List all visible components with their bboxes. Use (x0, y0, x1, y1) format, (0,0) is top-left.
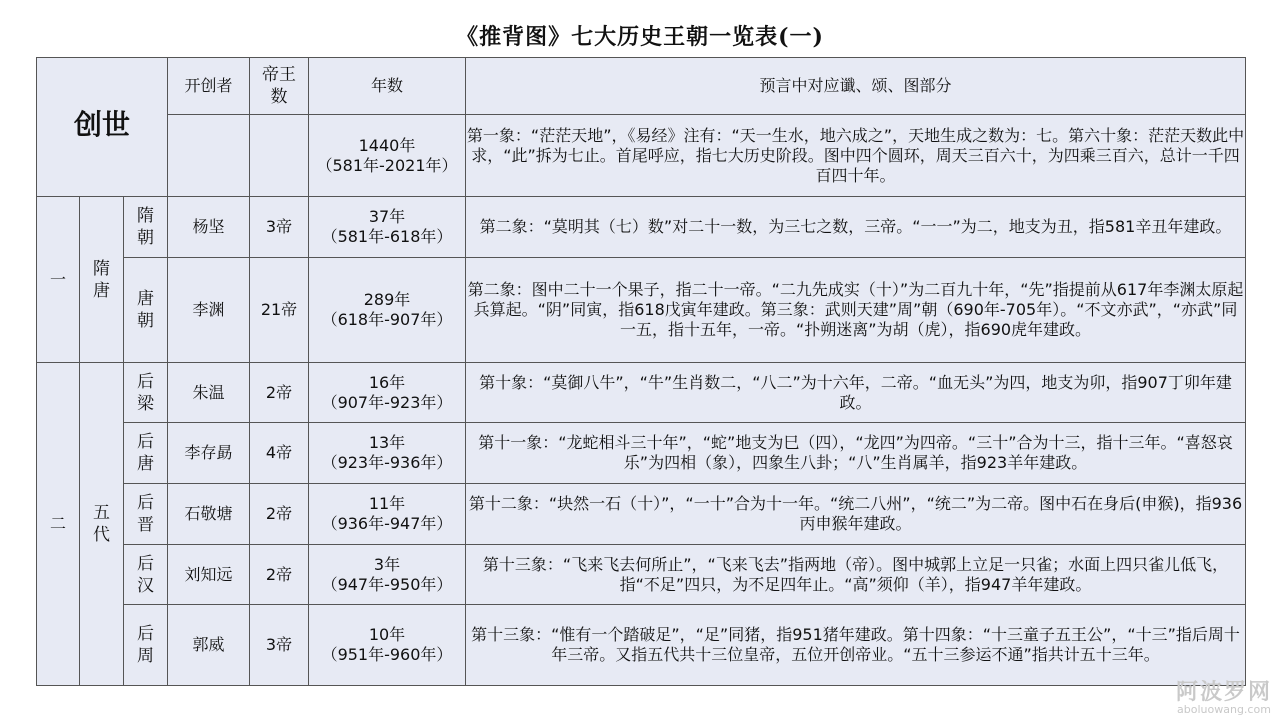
col-prophecy-header: 预言中对应谶、颂、图部分 (466, 58, 1246, 115)
creation-prophecy: 第一象：“茫茫天地”，《易经》注有：“天一生水，地六成之”，天地生成之数为：七。第六十象：茫茫天数此中求，“此”拆为七止。首尾呼应，指七大历史阶段。图中四个圆环，周天三百六十，为四乘三百六，总计一千四百四十年。 (466, 115, 1246, 197)
page-title: 《推背图》七大历史王朝一览表(一) (456, 24, 824, 50)
group-index: 一 (37, 197, 80, 363)
emperors: 4帝 (250, 423, 309, 484)
watermark-logo: 阿波罗网 (1175, 680, 1272, 705)
prophecy: 第十一象：“龙蛇相斗三十年”，“蛇”地支为巳（四），“龙四”为四帝。“三十”合为十三，指十三年。“喜怒哀乐”为四相（象），四象生八卦；“八”生肖属羊，指923羊年建政。 (466, 423, 1246, 484)
years: 289年 （618年-907年） (309, 258, 466, 363)
years: 13年 （923年-936年） (309, 423, 466, 484)
group-period: 隋唐 (80, 197, 124, 363)
table-row (37, 484, 1246, 545)
creation-row (37, 115, 1246, 197)
table-row (37, 605, 1246, 686)
emperors: 3帝 (250, 605, 309, 686)
founder: 刘知远 (168, 545, 250, 605)
watermark (1176, 682, 1272, 716)
founder: 郭威 (168, 605, 250, 686)
years: 16年 （907年-923年） (309, 363, 466, 423)
col-founder-header: 开创者 (168, 58, 250, 115)
dynasty-name: 后梁 (124, 363, 168, 423)
group-index: 二 (37, 363, 80, 686)
group-period: 五代 (80, 363, 124, 686)
prophecy: 第十二象：“块然一石（十）”，“一十”合为十一年。“统二八州”，“统二”为二帝。图中石在身后(申猴)，指936丙申猴年建政。 (466, 484, 1246, 545)
era-label: 创世 (73, 108, 130, 141)
years: 10年 （951年-960年） (309, 605, 466, 686)
dynasty-name: 唐朝 (124, 258, 168, 363)
table-row (37, 258, 1246, 363)
prophecy: 第二象：图中二十一个果子，指二十一帝。“二九先成实（十）”为二百九十年，“先”指提前从617年李渊太原起兵算起。“阴”同寅，指618戊寅年建政。第三象：武则天建”周”朝（690年-705年）。“不文亦武”，“亦武”同一五，指十五年，一帝。“扑朔迷离”为胡（虎），指690虎年建政。 (466, 258, 1246, 363)
dynasty-name: 后周 (124, 605, 168, 686)
creation-founder (168, 115, 250, 197)
watermark-url: aboluowang.com (1177, 703, 1271, 716)
prophecy: 第十象：“莫御八牛”，“牛”生肖数二，“八二”为十六年，二帝。“血无头”为四，地支为卯，指907丁卯年建政。 (466, 363, 1246, 423)
creation-years: 1440年 （581年-2021年） (309, 115, 466, 197)
dynasty-name: 后唐 (124, 423, 168, 484)
table-row (37, 545, 1246, 605)
founder: 李存勗 (168, 423, 250, 484)
table-row (37, 423, 1246, 484)
emperors: 3帝 (250, 197, 309, 258)
founder: 杨坚 (168, 197, 250, 258)
years: 11年 （936年-947年） (309, 484, 466, 545)
col-emperors-header: 帝王数 (250, 58, 309, 115)
dynasty-table (36, 57, 1246, 686)
years: 3年 （947年-950年） (309, 545, 466, 605)
emperors: 21帝 (250, 258, 309, 363)
dynasty-name: 隋朝 (124, 197, 168, 258)
emperors: 2帝 (250, 545, 309, 605)
founder: 石敬塘 (168, 484, 250, 545)
prophecy: 第十三象：“惟有一个踏破足”，“足”同猪，指951猪年建政。第十四象：“十三童子五王公”，“十三”指后周十年三帝。又指五代共十三位皇帝，五位开创帝业。“五十三参运不通”指共计五十三年。 (466, 605, 1246, 686)
col-years-header: 年数 (309, 58, 466, 115)
emperors: 2帝 (250, 363, 309, 423)
prophecy: 第二象：“莫明其（七）数”对二十一数，为三七之数，三帝。“一一”为二，地支为丑，指581辛丑年建政。 (466, 197, 1246, 258)
founder: 朱温 (168, 363, 250, 423)
years: 37年 （581年-618年） (309, 197, 466, 258)
table-row (37, 197, 1246, 258)
emperors: 2帝 (250, 484, 309, 545)
creation-emperors (250, 115, 309, 197)
era-cell (37, 58, 168, 197)
header-row (37, 58, 1246, 115)
dynasty-name: 后晋 (124, 484, 168, 545)
founder: 李渊 (168, 258, 250, 363)
table-row (37, 363, 1246, 423)
dynasty-name: 后汉 (124, 545, 168, 605)
prophecy: 第十三象：“飞来飞去何所止”，“飞来飞去”指两地（帝）。图中城郭上立足一只雀；水面上四只雀儿低飞，指“不足”四只，为不足四年止。“高”须仰（羊），指947羊年建政。 (466, 545, 1246, 605)
